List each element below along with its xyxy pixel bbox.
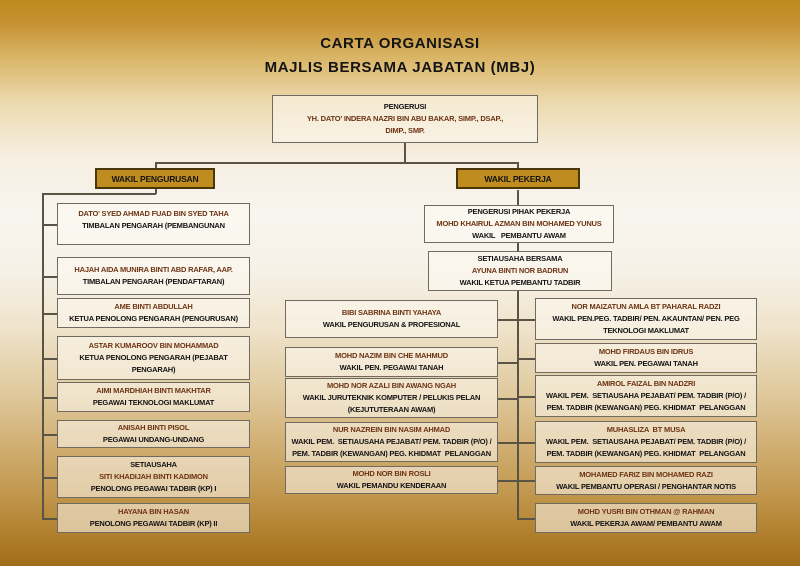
person-name: MOHD NAZIM BIN CHE MAHMUD <box>335 351 448 360</box>
person-role: WAKIL PEMBANTU OPERASI / PENGHANTAR NOTIS <box>556 481 736 491</box>
person-name: MUHASLIZA BT MUSA <box>606 425 686 434</box>
person-role: WAKIL PEM. SETIAUSAHA PEJABAT/ PEM. TADBIR (P/O) / <box>546 437 746 446</box>
person-name: MOHD KHAIRUL AZMAN BIN MOHAMED YUNUS <box>436 219 602 228</box>
org-box-wakil-pekerja-label <box>456 168 580 189</box>
org-box-setiausaha-bersama <box>428 251 612 291</box>
connector-line <box>42 397 57 399</box>
connector-line <box>517 396 535 398</box>
connector-line <box>498 442 518 444</box>
person-name: YH. DATO' INDERA NAZRI BIN ABU BAKAR, SIMP., DSAP., <box>306 114 504 123</box>
person-name: NOR MAIZATUN AMLA BT PAHARAL RADZI <box>571 302 721 311</box>
connector-line <box>517 358 535 360</box>
branch-label: WAKIL PEKERJA <box>484 173 552 184</box>
box-header: PENGERUSI PIHAK PEKERJA <box>467 207 571 216</box>
connector-line <box>517 190 519 205</box>
connector-line <box>42 313 57 315</box>
connector-line <box>42 518 57 520</box>
chart-title <box>0 32 800 80</box>
connector-line <box>404 143 406 163</box>
connector-line <box>498 398 518 400</box>
connector-line <box>498 319 518 321</box>
branch-label: WAKIL PENGURUSAN <box>111 173 199 184</box>
person-name: MOHD NOR AZALI BIN AWANG NGAH <box>326 381 457 390</box>
person-name: MOHD YUSRI BIN OTHMAN @ RAHMAN <box>577 507 715 516</box>
box-header: PENGERUSI <box>383 102 427 111</box>
person-role: WAKIL PEM. SETIAUSAHA PEJABAT/ PEM. TADBIR (P/O) / <box>546 391 746 400</box>
connector-line <box>517 319 535 321</box>
org-box <box>57 336 250 380</box>
person-role: PEM. TADBIR (KEWANGAN) PEG. KHIDMAT PELANGGAN <box>292 449 491 458</box>
person-role: PEM. TADBIR (KEWANGAN) PEG. KHIDMAT PELANGGAN <box>546 403 746 412</box>
org-box <box>57 382 250 412</box>
person-name: AMIROL FAIZAL BIN NADZRI <box>596 379 696 388</box>
person-role: PENOLONG PEGAWAI TADBIR (KP) II <box>89 519 218 528</box>
person-name: BIBI SABRINA BINTI YAHAYA <box>341 308 442 317</box>
person-role: WAKIL PEN. PEGAWAI TANAH <box>594 359 698 368</box>
chart-title-line2: MAJLIS BERSAMA JABATAN (MBJ) <box>264 59 536 76</box>
person-name: AYUNA BINTI NOR BADRUN <box>471 266 569 275</box>
person-role: WAKIL PEM. SETIAUSAHA PEJABAT/ PEM. TADBIR (P/O) / <box>291 437 492 446</box>
person-role: KETUA PENOLONG PENGARAH (PEJABAT <box>79 353 228 362</box>
org-box <box>285 466 498 494</box>
person-role: PEGAWAI TEKNOLOGI MAKLUMAT <box>92 398 215 407</box>
org-box <box>535 421 757 463</box>
org-box-pengerusi-pihak-pekerja <box>424 205 614 243</box>
org-box-pengerusi <box>272 95 538 143</box>
person-name: MOHD FIRDAUS BIN IDRUS <box>598 347 694 356</box>
person-role: WAKIL PEN.PEG. TADBIR/ PEN. AKAUNTAN/ PEN. PEG <box>552 314 740 323</box>
person-name: AME BINTI ABDULLAH <box>114 302 193 311</box>
org-box-wakil-pengurusan-label <box>95 168 215 189</box>
person-role: WAKIL PEKERJA AWAM/ PEMBANTU AWAM <box>570 519 722 528</box>
person-name: MOHAMED FARIZ BIN MOHAMED RAZI <box>579 469 713 479</box>
connector-line <box>517 442 535 444</box>
org-box <box>285 422 498 462</box>
connector-line <box>42 358 57 360</box>
person-name: ANISAH BINTI PISOL <box>117 423 190 432</box>
org-box <box>285 300 498 338</box>
connector-line <box>517 291 519 519</box>
org-box <box>535 375 757 417</box>
person-role: WAKIL PEMBANTU AWAM <box>472 231 566 240</box>
person-name: ASTAR KUMAROOV BIN MOHAMMAD <box>88 341 219 350</box>
org-box <box>535 503 757 533</box>
person-name: DATO' SYED AHMAD FUAD BIN SYED TAHA <box>78 209 229 218</box>
org-box <box>57 456 250 498</box>
connector-line <box>42 224 57 226</box>
person-name: HAJAH AIDA MUNIRA BINTI ABD RAFAR, AAP. <box>74 265 233 274</box>
person-role: WAKIL KETUA PEMBANTU TADBIR <box>459 278 581 287</box>
connector-line <box>498 362 518 364</box>
person-role: PEM. TADBIR (KEWANGAN) PEG. KHIDMAT PELANGGAN <box>546 449 746 458</box>
org-box <box>57 298 250 328</box>
person-name: AIMI MARDHIAH BINTI MAKHTAR <box>96 386 211 395</box>
org-box <box>57 203 250 245</box>
person-role: WAKIL PENGURUSAN & PROFESIONAL <box>322 320 461 329</box>
person-role: WAKIL JURUTEKNIK KOMPUTER / PELUKIS PELAN <box>302 393 481 402</box>
org-box <box>285 378 498 418</box>
connector-line <box>42 434 57 436</box>
org-box <box>535 298 757 340</box>
person-role: PEGAWAI UNDANG-UNDANG <box>102 435 205 444</box>
person-role: WAKIL PEMANDU KENDERAAN <box>336 481 447 490</box>
person-role: TIMBALAN PENGARAH (PEMBANGUNAN <box>82 221 225 230</box>
connector-line <box>517 480 535 482</box>
connector-line <box>517 243 519 251</box>
connector-line <box>42 193 44 518</box>
person-name: HAYANA BIN HASAN <box>118 507 189 516</box>
box-header: SETIAUSAHA <box>130 460 177 469</box>
person-role: TIMBALAN PENGARAH (PENDAFTARAN) <box>82 277 225 286</box>
person-name: MOHD NOR BIN ROSLI <box>352 469 431 478</box>
person-name: DIMP., SMP. <box>385 126 425 135</box>
connector-line <box>155 162 518 164</box>
org-box <box>57 257 250 295</box>
connector-line <box>42 477 57 479</box>
person-role: TEKNOLOGI MAKLUMAT <box>603 326 689 335</box>
connector-line <box>517 518 535 520</box>
org-box <box>57 503 250 533</box>
org-box <box>57 420 250 448</box>
connector-line <box>42 193 156 195</box>
person-role: WAKIL PEN. PEGAWAI TANAH <box>339 363 444 372</box>
person-name: NUR NAZREIN BIN NASIM AHMAD <box>332 425 451 434</box>
org-box <box>535 466 757 495</box>
person-name: SITI KHADIJAH BINTI KADIMON <box>99 472 208 481</box>
org-box <box>535 343 757 373</box>
person-role: (KEJUTUTERAAN AWAM) <box>347 405 436 414</box>
person-role: PENGARAH) <box>131 365 176 374</box>
connector-line <box>498 480 518 482</box>
chart-title-line1: CARTA ORGANISASI <box>320 35 480 52</box>
box-header: SETIAUSAHA BERSAMA <box>477 254 563 263</box>
person-role: PENOLONG PEGAWAI TADBIR (KP) I <box>90 484 217 493</box>
org-box <box>285 347 498 377</box>
person-role: KETUA PENOLONG PENGARAH (PENGURUSAN) <box>69 314 238 323</box>
connector-line <box>42 276 57 278</box>
